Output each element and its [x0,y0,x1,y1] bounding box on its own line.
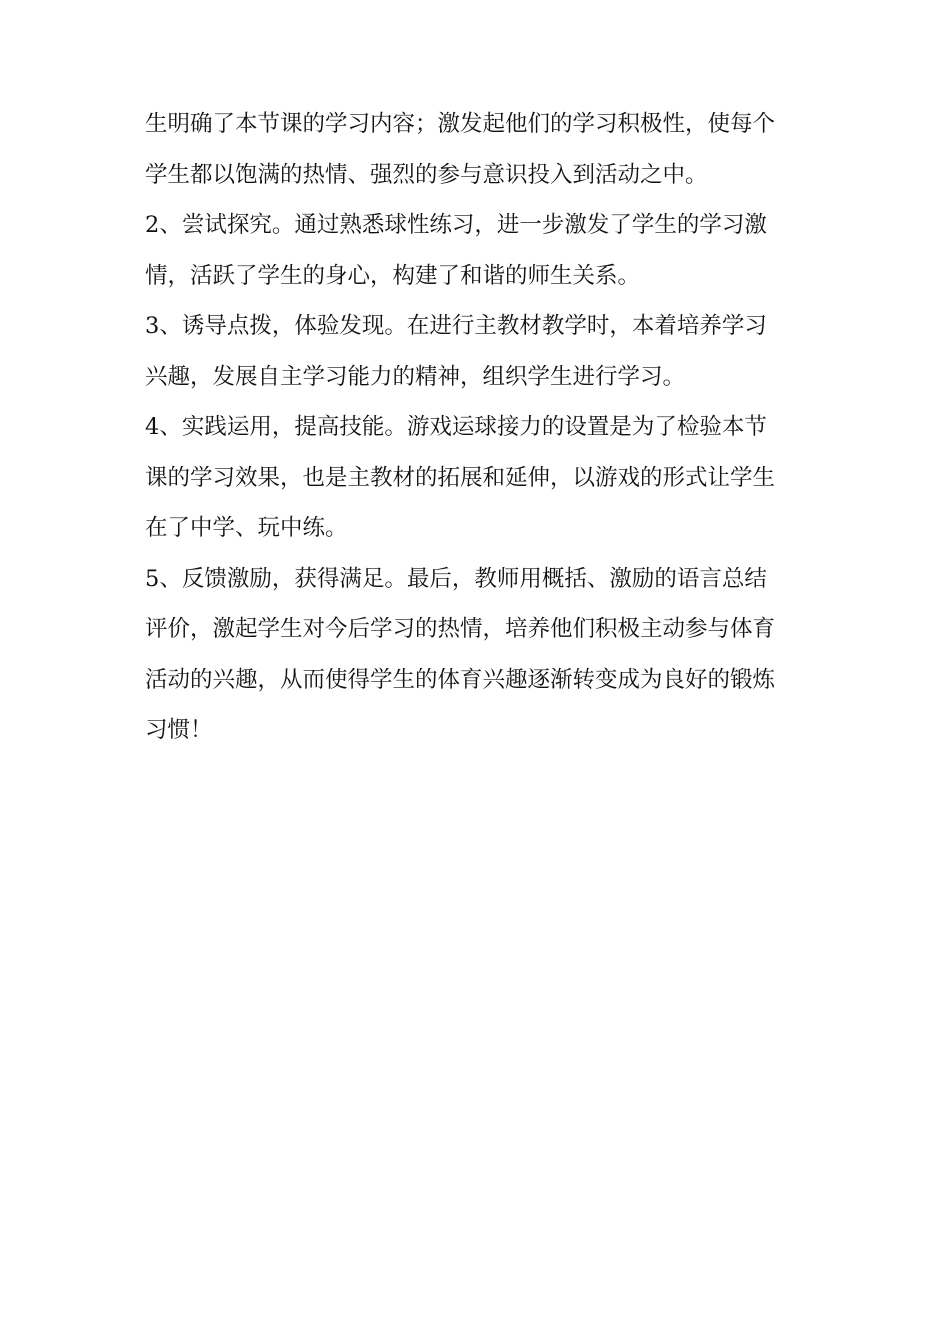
text-line: 兴趣，发展自主学习能力的精神，组织学生进行学习。 [145,363,686,390]
text-line: 评价，激起学生对今后学习的热情，培养他们积极主动参与体育 [145,616,776,642]
text-line: 在了中学、玩中练。 [145,515,348,541]
text-line: 课的学习效果，也是主教材的拓展和延伸，以游戏的形式让学生 [145,464,776,491]
text-line: 情，活跃了学生的身心，构建了和谐的师生关系。 [145,262,641,289]
text-line: 学生都以饱满的热情、强烈的参与意识投入到活动之中。 [145,161,708,188]
text-line: 活动的兴趣，从而使得学生的体育兴趣逐渐转变成为良好的锻炼 [145,666,776,693]
text-line: 5、反馈激励，获得满足。最后，教师用概括、激励的语言总结 [145,565,767,592]
text-line: 2、尝试探究。通过熟悉球性练习，进一步激发了学生的学习激 [145,212,767,238]
body-text [145,99,810,756]
text-line: 生明确了本节课的学习内容；激发起他们的学习积极性，使每个 [145,111,776,137]
text-line: 习惯！ [145,717,213,743]
text-line: 4、实践运用，提高技能。游戏运球接力的设置是为了检验本节 [145,414,767,440]
text-line: 3、诱导点拨，体验发现。在进行主教材教学时，本着培养学习 [145,313,767,339]
